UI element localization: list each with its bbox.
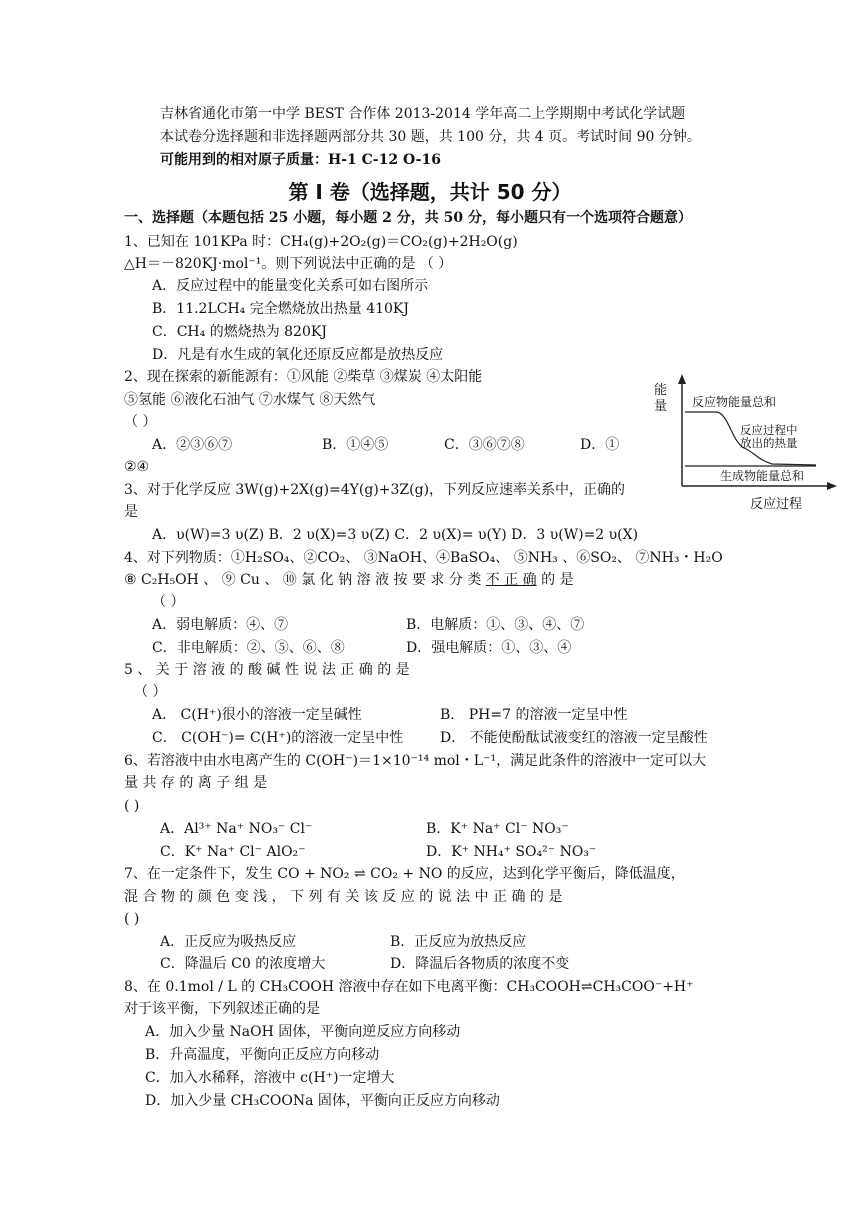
q2-paren: （ ） (124, 414, 157, 430)
exam-info: 本试卷分选择题和非选择题两部分共 30 题，共 100 分，共 4 页。考试时间 90 分钟。 (160, 129, 701, 145)
q6-option-b: B．K⁺ Na⁺ Cl⁻ NO₃⁻ (426, 821, 569, 837)
exam-title: 吉林省通化市第一中学 BEST 合作体 2013-2014 学年高二上学期期中考试化学试题 (160, 106, 686, 122)
part-title: 第 Ⅰ 卷（选择题，共计 50 分） (288, 180, 572, 204)
q2-option-a: A．②③⑥⑦ (152, 437, 233, 453)
energy-diagram (640, 372, 840, 518)
q4-stem-1: 4、对下列物质：①H₂SO₄、②CO₂、 ③NaOH、④BaSO₄、 ⑤NH₃ 、⑥SO₂、 ⑦NH₃・H₂O (124, 550, 723, 566)
q8-stem-2: 对于该平衡，下列叙述正确的是 (124, 1001, 320, 1017)
q1-option-b: B．11.2LCH₄ 完全燃烧放出热量 410KJ (152, 301, 409, 317)
q3-options: A．υ(W)=3 υ(Z) B．2 υ(X)=3 υ(Z) C．2 υ(X)= υ(Y) D．3 υ(W)=2 υ(X) (152, 527, 639, 543)
q5-option-c: C． C(OH⁻)= C(H⁺)的溶液一定呈中性 (152, 730, 404, 746)
q2-option-d: D．① (580, 437, 620, 453)
y-axis-arrow (678, 374, 686, 384)
q6-option-d: D．K⁺ NH₄⁺ SO₄²⁻ NO₃⁻ (426, 844, 597, 860)
q8-option-c: C．加入水稀释，溶液中 c(H⁺)一定增大 (145, 1070, 395, 1086)
q8-stem-1: 8、在 0.1mol / L 的 CH₃COOH 溶液中存在如下电离平衡：CH₃COOH⇌CH₃COO⁻+H⁺ (124, 979, 694, 995)
q4-option-a: A．弱电解质：④、⑦ (152, 617, 289, 633)
product-energy-label: 生成物能量总和 (720, 469, 805, 483)
q1-option-a: A．反应过程中的能量变化关系可如右图所示 (152, 278, 429, 294)
x-axis-label: 反应过程 (750, 497, 803, 512)
q5-paren: （ ） (134, 684, 167, 700)
q4-stem-2b: 的 是 (541, 572, 574, 588)
q7-stem-1: 7、在一定条件下，发生 CO + NO₂ ⇌ CO₂ + NO 的反应，达到化学平衡后，降低温度， (124, 866, 685, 882)
q4-option-c: C．非电解质：②、⑤、⑥、⑧ (152, 640, 345, 656)
q6-option-c: C．K⁺ Na⁺ Cl⁻ AlO₂⁻ (160, 844, 306, 860)
q5-option-d: D． 不能使酚酞试液变红的溶液一定呈酸性 (440, 730, 708, 746)
q2-stem-1: 2、现在探索的新能源有：①风能 ②柴草 ③煤炭 ④太阳能 (124, 369, 483, 385)
q6-option-a: A．Al³⁺ Na⁺ NO₃⁻ Cl⁻ (160, 821, 313, 837)
q1-stem-1: 1、已知在 101KPa 时：CH₄(g)+2O₂(g)＝CO₂(g)+2H₂O(g) (124, 234, 518, 250)
q7-option-b: B．正反应为放热反应 (390, 934, 527, 950)
q7-paren: ( ) (124, 911, 140, 927)
q1-option-d: D．凡是有水生成的氧化还原反应都是放热反应 (152, 347, 444, 363)
process-label-1: 反应过程中 (740, 423, 798, 437)
q6-paren: ( ) (124, 798, 140, 814)
x-axis-arrow (827, 482, 837, 490)
q7-option-a: A．正反应为吸热反应 (160, 934, 297, 950)
section-heading: 一、选择题（本题包括 25 小题，每小题 2 分，共 50 分，每小题只有一个选项符合题意） (124, 210, 692, 226)
q4-stem-2a: ⑧ C₂H₅OH 、 ⑨ Cu 、 ⑩ 氯 化 钠 溶 液 按 要 求 分 类 (124, 572, 482, 588)
q4-option-b: B．电解质：①、③、④、⑦ (406, 617, 585, 633)
q2-option-d-cont: ②④ (124, 459, 150, 475)
q1-option-c: C．CH₄ 的燃烧热为 820KJ (152, 324, 327, 340)
q7-stem-2: 混 合 物 的 颜 色 变 浅 ， 下 列 有 关 该 反 应 的 说 法 中 正 确 的 是 (124, 889, 563, 905)
q2-stem-2: ⑤氢能 ⑥液化石油气 ⑦水煤气 ⑧天然气 (124, 392, 376, 408)
q7-option-c: C．降温后 C0 的浓度增大 (160, 956, 326, 972)
q3-stem-2: 是 (124, 504, 138, 520)
y-axis-label-char: 量 (654, 399, 668, 414)
q4-option-d: D．强电解质：①、③、④ (406, 640, 572, 656)
q4-paren: （ ） (152, 594, 185, 610)
atomic-masses: 可能用到的相对原子质量：H-1 C-12 O-16 (160, 152, 441, 168)
q7-option-d: D．降温后各物质的浓度不变 (390, 956, 570, 972)
q3-stem-1: 3、对于化学反应 3W(g)+2X(g)=4Y(g)+3Z(g)，下列反应速率关系中，正确的 (124, 482, 626, 498)
q8-option-b: B．升高温度，平衡向正反应方向移动 (145, 1047, 380, 1063)
y-axis-label-char: 能 (654, 383, 668, 398)
q2-option-c: C．③⑥⑦⑧ (444, 437, 525, 453)
q5-option-b: B． PH=7 的溶液一定呈中性 (440, 707, 628, 723)
y-axis-label (654, 382, 667, 414)
q1-stem-2: △H＝－820KJ·mol⁻¹。则下列说法中正确的是 （ ） (124, 256, 453, 272)
q4-underlined: 不 正 确 (485, 572, 537, 588)
q5-option-a: A． C(H⁺)很小的溶液一定呈碱性 (152, 707, 362, 723)
q5-stem: 5 、 关 于 溶 液 的 酸 碱 性 说 法 正 确 的 是 (124, 662, 410, 678)
q6-stem-2: 量 共 存 的 离 子 组 是 (124, 775, 268, 791)
q8-option-a: A．加入少量 NaOH 固体，平衡向逆反应方向移动 (145, 1024, 461, 1040)
reactant-energy-label: 反应物能量总和 (692, 395, 777, 409)
q6-stem-1: 6、若溶液中由水电离产生的 C(OH⁻)＝1×10⁻¹⁴ mol・L⁻¹，满足此条件的溶液中一定可以大 (124, 753, 707, 769)
q8-option-d: D．加入少量 CH₃COONa 固体，平衡向正反应方向移动 (145, 1093, 500, 1109)
process-label-2: 放出的热量 (740, 436, 798, 450)
q4-stem-2 (124, 570, 574, 590)
q2-option-b: B．①④⑤ (322, 437, 389, 453)
